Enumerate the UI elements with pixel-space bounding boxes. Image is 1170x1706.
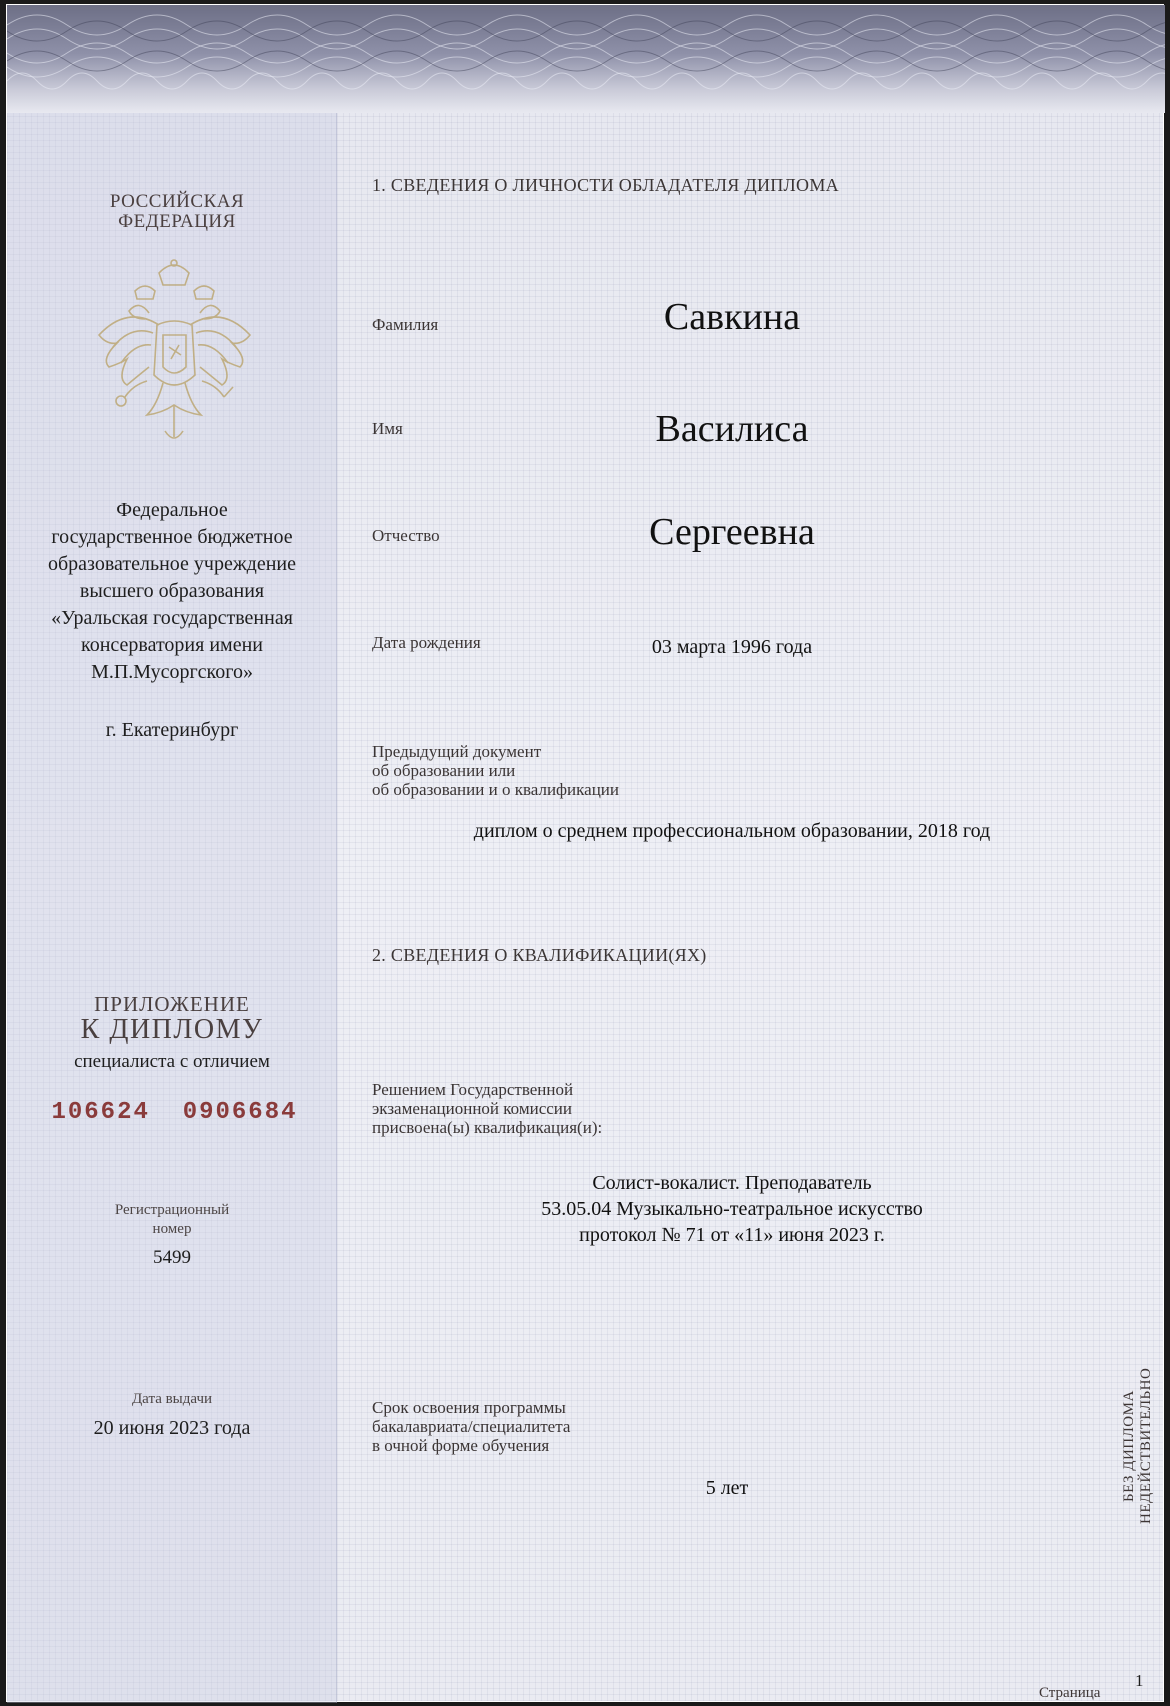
birth-date-label: Дата рождения [372, 633, 481, 652]
registration-label-line: Регистрационный [114, 1202, 230, 1218]
issue-date: 20 июня 2023 года [93, 1417, 251, 1439]
commission-decision-label [372, 1080, 602, 1137]
institution-line: высшего образования [79, 580, 265, 602]
institution-name [27, 497, 317, 686]
first-name-value: Василиса [655, 408, 809, 450]
vertical-validity-note: БЕЗ ДИПЛОМА НЕДЕЙСТВИТЕЛЬНО [1121, 1367, 1154, 1525]
surname-label: Фамилия [372, 315, 439, 334]
qualification-line: протокол № 71 от «11» июня 2023 г. [579, 1224, 885, 1246]
commission-label-line: Решением Государственной [372, 1080, 574, 1099]
double-headed-eagle-emblem-icon [87, 255, 262, 455]
commission-label-line: присвоена(ы) квалификация(и): [372, 1118, 603, 1137]
first-name-label: Имя [372, 419, 403, 438]
section2-heading: 2. СВЕДЕНИЯ О КВАЛИФИКАЦИИ(ЯХ) [372, 945, 707, 965]
country-line-2: ФЕДЕРАЦИЯ [118, 211, 236, 232]
qualification-line: Солист-вокалист. Преподаватель [592, 1172, 872, 1194]
issue-date-label: Дата выдачи [131, 1391, 213, 1407]
previous-document-label-line: Предыдущий документ [372, 742, 542, 761]
page-label: Страница [1039, 1685, 1101, 1701]
patronymic-value: Сергеевна [649, 511, 815, 553]
country-name [52, 192, 302, 232]
page-number: 1 [1135, 1671, 1144, 1690]
city: г. Екатеринбург [105, 719, 239, 741]
institution-line: М.П.Мусоргского» [91, 661, 253, 683]
surname-value: Савкина [663, 296, 801, 338]
previous-document-label-line: об образовании и о квалификации [372, 780, 619, 799]
program-duration-label-line: бакалавриата/специалитета [372, 1417, 571, 1436]
registration-number: 5499 [153, 1247, 191, 1268]
guilloche-border [7, 5, 1165, 113]
program-duration-label-line: в очной форме обучения [372, 1436, 550, 1455]
registration-label-line: номер [152, 1221, 192, 1237]
previous-document-label [372, 742, 619, 799]
registration-number-label [77, 1201, 267, 1239]
previous-document-value: диплом о среднем профессиональном образовании, 2018 год [473, 820, 991, 842]
previous-document-label-line: об образовании или [372, 761, 516, 780]
supplement-title-line2: К ДИПЛОМУ [80, 1014, 264, 1045]
supplement-subtitle: специалиста с отличием [74, 1051, 270, 1072]
diploma-supplement-page [6, 4, 1164, 1702]
program-duration-label-line: Срок освоения программы [372, 1398, 566, 1417]
institution-line: образовательное учреждение [47, 553, 296, 575]
qualification-value [487, 1170, 977, 1248]
program-duration-value: 5 лет [705, 1477, 749, 1499]
section1-heading: 1. СВЕДЕНИЯ О ЛИЧНОСТИ ОБЛАДАТЕЛЯ ДИПЛОМА [372, 175, 839, 195]
institution-line: «Уральская государственная [51, 607, 293, 629]
qualification-line: 53.05.04 Музыкально-театральное искусство [541, 1198, 923, 1220]
institution-line: государственное бюджетное [51, 526, 293, 548]
institution-line: Федеральное [116, 499, 228, 521]
supplement-title-line1: ПРИЛОЖЕНИЕ [94, 992, 250, 1016]
commission-label-line: экзаменационной комиссии [372, 1099, 572, 1118]
birth-date-value: 03 марта 1996 года [651, 636, 813, 658]
serial-number: 106624 0906684 [51, 1099, 298, 1126]
country-line-1: РОССИЙСКАЯ [109, 191, 245, 212]
program-duration-label [372, 1398, 570, 1455]
institution-line: консерватория имени [81, 634, 263, 656]
patronymic-label: Отчество [372, 526, 440, 545]
